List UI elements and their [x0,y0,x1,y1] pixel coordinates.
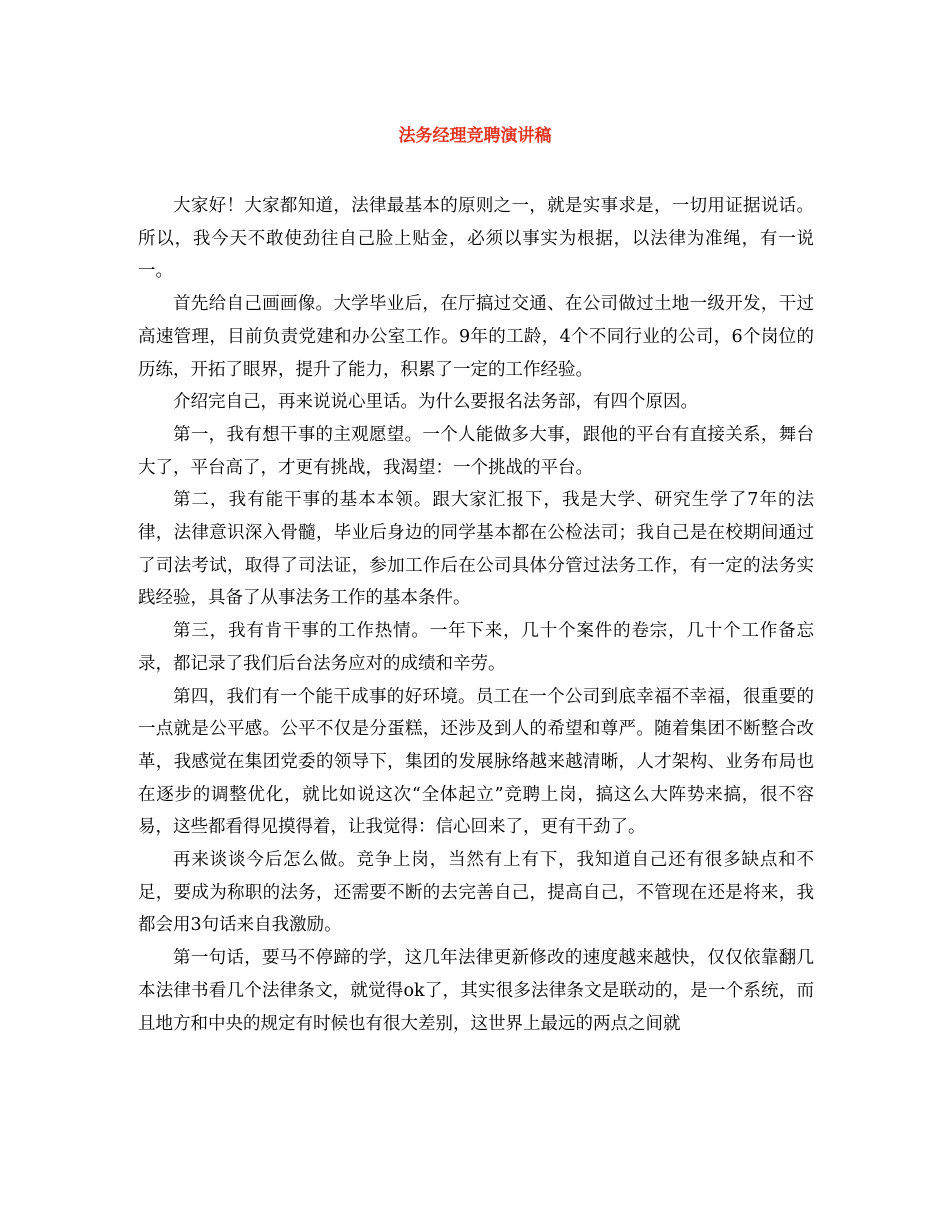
paragraph-first-motto: 第一句话，要马不停蹄的学，这几年法律更新修改的速度越来越快，仅仅依靠翻几本法律书看几个法律条文，就觉得ok了，其实很多法律条文是联动的，是一个系统，而且地方和中央的规定有时候也有很大差别，这世界上最远的两点之间就 [138,948,814,1034]
paragraph-future-plan: 再来谈谈今后怎么做。竞争上岗，当然有上有下，我知道自己还有很多缺点和不足，要成为称职的法务，还需要不断的去完善自己，提高自己，不管现在还是将来，我都会用3句话来自我激励。 [138,850,814,936]
paragraph-reasons-intro: 介绍完自己，再来说说心里话。为什么要报名法务部，有四个原因。 [173,392,698,413]
paragraph-greeting: 大家好！大家都知道，法律最基本的原则之一，就是实事求是，一切用证据说话。所以，我今天不敢使劲往自己脸上贴金，必须以事实为根据，以法律为准绳，有一说一。 [138,196,814,282]
paragraph-reason-one: 第一，我有想干事的主观愿望。一个人能做多大事，跟他的平台有直接关系，舞台大了，平台高了，才更有挑战，我渴望：一个挑战的平台。 [138,424,814,478]
paragraph-self-portrait: 首先给自己画画像。大学毕业后，在厅搞过交通、在公司做过土地一级开发，干过高速管理，目前负责党建和办公室工作。9年的工龄，4个不同行业的公司，6个岗位的历练，开拓了眼界，提升了能力，积累了一定的工作经验。 [138,294,814,380]
document-body [138,190,814,1040]
paragraph-reason-two: 第二，我有能干事的基本本领。跟大家汇报下，我是大学、研究生学了7年的法律，法律意识深入骨髓，毕业后身边的同学基本都在公检法司；我自己是在校期间通过了司法考试，取得了司法证，参加工作后在公司具体分管过法务工作，有一定的法务实践经验，具备了从事法务工作的基本条件。 [138,490,814,609]
paragraph-reason-four: 第四，我们有一个能干成事的好环境。员工在一个公司到底幸福不幸福，很重要的一点就是公平感。公平不仅是分蛋糕，还涉及到人的希望和尊严。随着集团不断整合改革，我感觉在集团党委的领导下，集团的发展脉络越来越清晰，人才架构、业务布局也在逐步的调整优化，就比如说这次“全体起立”竞聘上岗，搞这么大阵势来搞，很不容易，这些都看得见摸得着，让我觉得：信心回来了，更有干劲了。 [138,686,814,838]
paragraph-reason-three: 第三，我有肯干事的工作热情。一年下来，几十个案件的卷宗，几十个工作备忘录，都记录了我们后台法务应对的成绩和辛劳。 [138,621,814,674]
document-title: 法务经理竞聘演讲稿 [398,126,552,146]
